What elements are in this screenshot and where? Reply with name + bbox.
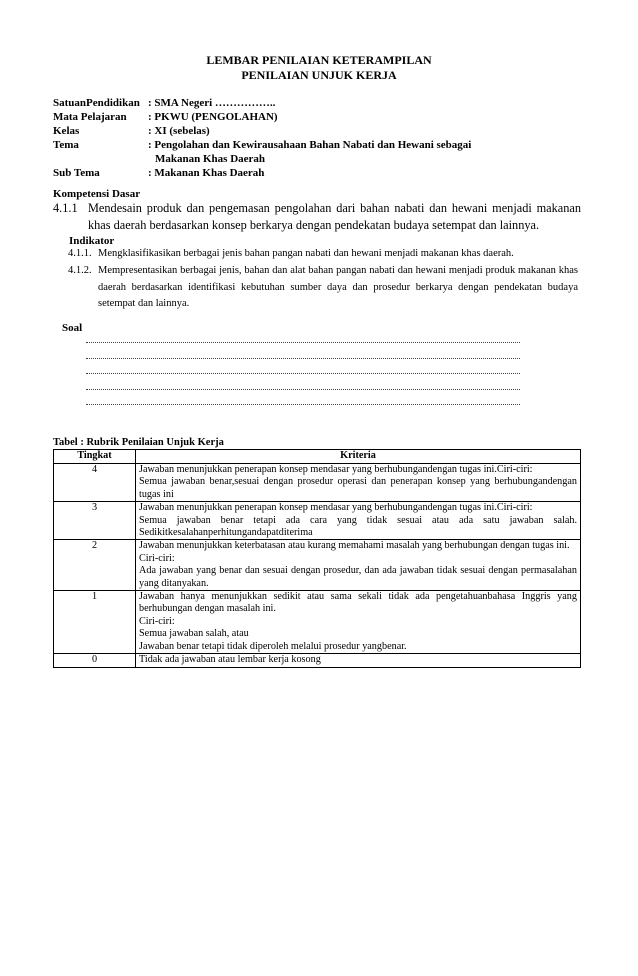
table-row bbox=[54, 502, 581, 540]
criteria-cell bbox=[136, 464, 581, 502]
meta-value: Makanan Khas Daerah bbox=[155, 153, 266, 165]
indikator-text: Mengklasifikasikan berbagai jenis bahan pangan nabati dan hewani menjadi makanan khas daerah. bbox=[98, 248, 514, 259]
table-caption: Tabel : Rubrik Penilaian Unjuk Kerja bbox=[53, 437, 224, 448]
criteria-line: Tidak ada jawaban atau lembar kerja kosong bbox=[139, 654, 321, 666]
criteria-line: Jawaban menunjukkan penerapan konsep mendasar yang berhubungandengan tugas ini.Ciri-ciri: bbox=[139, 502, 533, 514]
level-cell: 4 bbox=[54, 464, 136, 502]
indikator-item bbox=[68, 263, 578, 313]
criteria-line: Jawaban hanya menunjukkan sedikit atau sama sekali tidak ada pengetahuanbahasa Inggris yang berhubungan dengan masalah ini. bbox=[139, 591, 577, 615]
criteria-line: Semua jawaban salah, atau bbox=[139, 628, 249, 640]
indikator-heading: Indikator bbox=[69, 235, 115, 247]
page-subtitle: PENILAIAN UNJUK KERJA bbox=[241, 68, 397, 82]
meta-value: : Pengolahan dan Kewirausahaan Bahan Nabati dan Hewani sebagai bbox=[148, 139, 472, 151]
soal-heading: Soal bbox=[62, 322, 83, 334]
indikator-number: 4.1.1. bbox=[68, 248, 92, 259]
criteria-cell bbox=[136, 654, 581, 667]
level-cell: 0 bbox=[54, 654, 136, 667]
meta-label: Kelas bbox=[53, 125, 80, 137]
rubric-table bbox=[53, 449, 581, 668]
level-cell: 2 bbox=[54, 540, 136, 591]
table-row bbox=[54, 654, 581, 667]
indikator-text: Mempresentasikan berbagai jenis, bahan dan alat bahan pangan nabati dan hewani menjadi produk makanan khas daerah berdasarkan identifikasi kebutuhan sumber daya dan prosedur berkarya dengan pendekatan budaya setempat dan lainnya. bbox=[98, 265, 578, 309]
level-cell: 1 bbox=[54, 591, 136, 654]
criteria-line: Jawaban benar tetapi tidak diperoleh melalui prosedur yangbenar. bbox=[139, 640, 407, 652]
column-header-tingkat: Tingkat bbox=[54, 450, 136, 464]
criteria-line: Ada jawaban yang benar dan sesuai dengan prosedur, dan ada jawaban tidak sesuai dengan permasalahan yang ditanyakan. bbox=[139, 565, 577, 589]
column-header-kriteria: Kriteria bbox=[136, 450, 581, 464]
meta-label: Mata Pelajaran bbox=[53, 111, 127, 123]
criteria-line: Jawaban menunjukkan keterbatasan atau kurang memahami masalah yang berhubungan dengan tugas ini. bbox=[139, 540, 570, 552]
kompetensi-number: 4.1.1 bbox=[53, 201, 78, 215]
kompetensi-heading: Kompetensi Dasar bbox=[53, 188, 141, 200]
criteria-line: Jawaban menunjukkan penerapan konsep mendasar yang berhubungandengan tugas ini.Ciri-ciri: bbox=[139, 464, 533, 475]
criteria-cell bbox=[136, 540, 581, 591]
page-title: LEMBAR PENILAIAN KETERAMPILAN bbox=[206, 53, 432, 67]
answer-line bbox=[86, 404, 520, 405]
criteria-line: Ciri-ciri: bbox=[139, 615, 175, 627]
table-row bbox=[54, 464, 581, 502]
meta-value: : PKWU (PENGOLAHAN) bbox=[148, 111, 278, 123]
answer-line bbox=[86, 358, 520, 359]
indikator-number: 4.1.2. bbox=[68, 265, 92, 276]
criteria-cell bbox=[136, 502, 581, 540]
criteria-cell bbox=[136, 591, 581, 654]
answer-line bbox=[86, 389, 520, 390]
meta-label: SatuanPendidikan bbox=[53, 97, 140, 109]
table-row bbox=[54, 591, 581, 654]
meta-value: : Makanan Khas Daerah bbox=[148, 167, 265, 179]
criteria-line: Semua jawaban benar,sesuai dengan prosedur operasi dan penerapan konsep yang berhubungandengan tugas ini bbox=[139, 476, 577, 500]
kompetensi-item bbox=[53, 200, 581, 233]
meta-label: Sub Tema bbox=[53, 167, 100, 179]
meta-label: Tema bbox=[53, 139, 79, 151]
table-header-row bbox=[54, 450, 581, 464]
kompetensi-text: Mendesain produk dan pengemasan pengolahan dari bahan nabati dan hewani menjadi makanan khas daerah berdasarkan konsep berkarya dengan pendekatan budaya setempat dan lainnya. bbox=[88, 201, 581, 232]
criteria-line: Ciri-ciri: bbox=[139, 552, 175, 564]
answer-line bbox=[86, 342, 520, 343]
meta-value: : XI (sebelas) bbox=[148, 125, 210, 137]
level-cell: 3 bbox=[54, 502, 136, 540]
indikator-item bbox=[68, 246, 578, 263]
answer-line bbox=[86, 373, 520, 374]
meta-value: : SMA Negeri …………….. bbox=[148, 97, 276, 109]
table-row bbox=[54, 540, 581, 591]
criteria-line: Semua jawaban benar tetapi ada cara yang tidak sesuai atau ada satu jawaban salah. Sedikitkesalahanperhitungandapatditerima bbox=[139, 514, 577, 539]
